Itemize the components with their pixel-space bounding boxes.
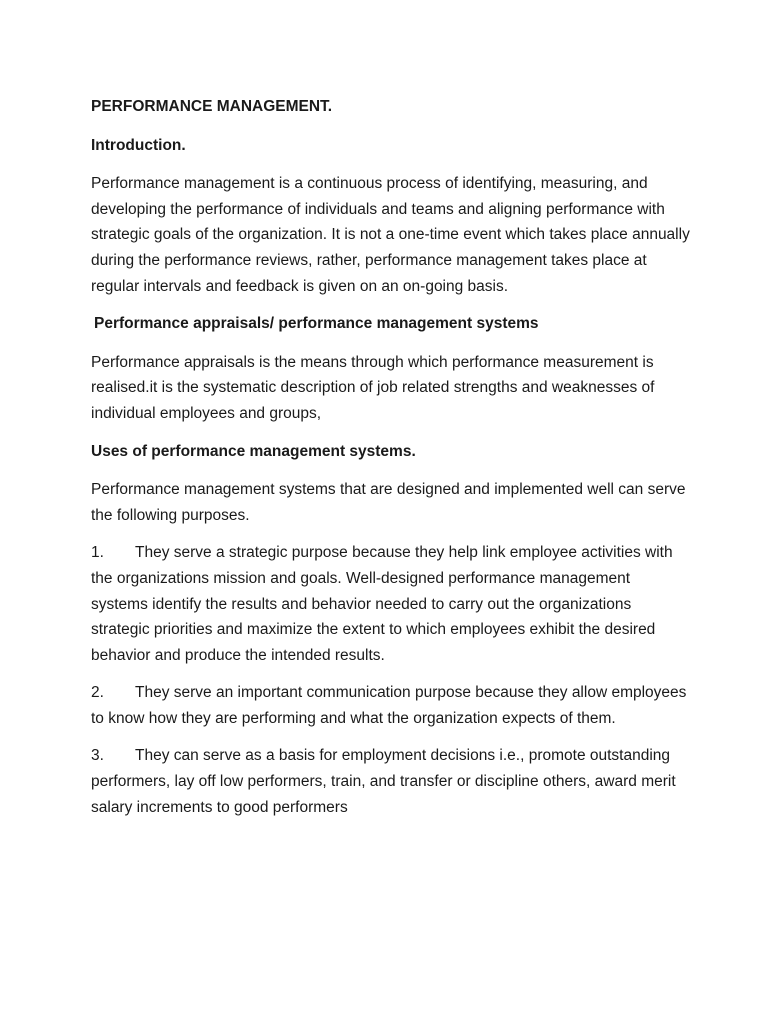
appraisal-paragraph: Performance appraisals is the means through which performance measurement is realised.it is the systematic description of job related strengths and weaknesses of individual employees and groups, — [91, 353, 655, 422]
list-item-text: They can serve as a basis for employment decisions i.e., promote outstanding performers, lay off low performers, train, and transfer or discipline others, award merit salary increments to good performers — [91, 747, 676, 816]
list-item-text: They serve an important communication purpose because they allow employees to know how they are performing and what the organization expects of them. — [91, 684, 687, 727]
list-item — [91, 743, 691, 820]
list-item-text: They serve a strategic purpose because they help link employee activities with the organizations mission and goals. Well-designed performance management systems identify the results and behavior needed to carry out the organizations strategic priorities and maximize the extent to which employees exhibit the desired behavior and produce the intended results. — [91, 544, 673, 664]
list-item-number: 3. — [91, 747, 104, 765]
intro-heading: Introduction. — [91, 136, 186, 154]
intro-paragraph: Performance management is a continuous process of identifying, measuring, and developing the performance of individuals and teams and aligning performance with strategic goals of the organization. It is not a one-time event which takes place annually during the performance reviews, rather, performance management takes place at regular intervals and feedback is given on an on-going basis. — [91, 175, 690, 295]
list-item-number: 1. — [91, 544, 104, 562]
list-item — [91, 540, 691, 668]
appraisal-heading: Performance appraisals/ performance management systems — [94, 315, 539, 333]
document-page — [91, 94, 691, 832]
list-item-number: 2. — [91, 684, 104, 702]
uses-heading: Uses of performance management systems. — [91, 442, 416, 460]
list-item — [91, 680, 691, 731]
uses-paragraph: Performance management systems that are designed and implemented well can serve the following purposes. — [91, 481, 686, 524]
document-title: PERFORMANCE MANAGEMENT. — [91, 98, 333, 115]
